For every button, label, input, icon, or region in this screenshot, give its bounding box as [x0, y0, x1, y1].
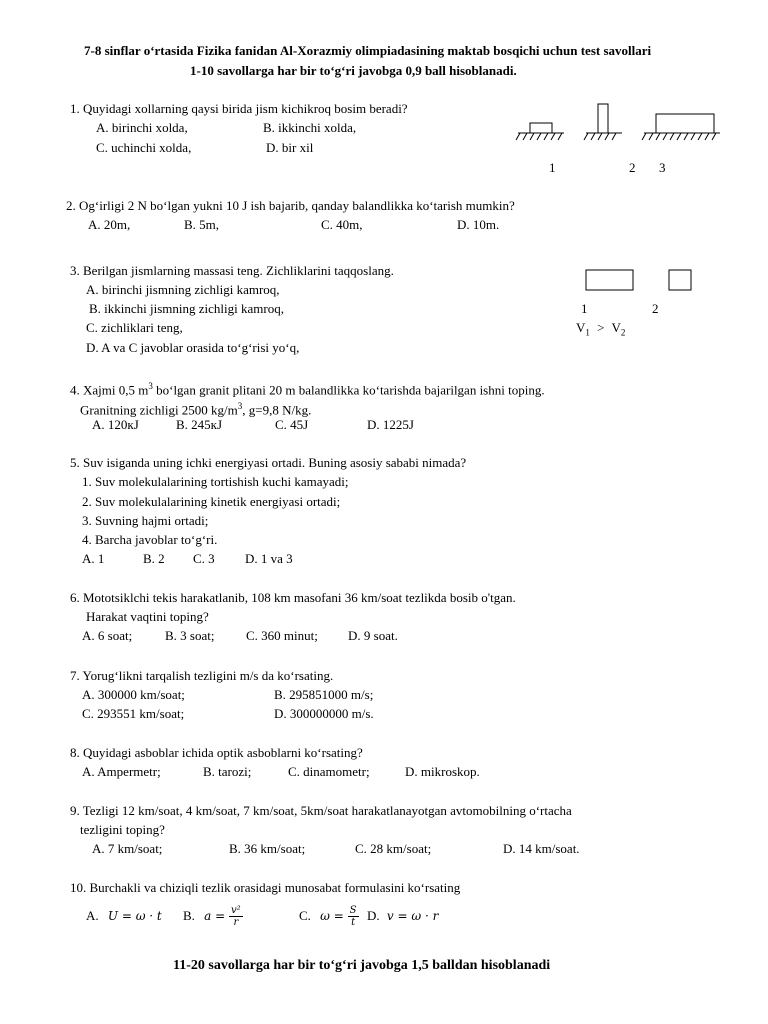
q4-option-c: C. 45J — [275, 417, 309, 432]
q3-body-1 — [586, 270, 633, 290]
q3-volume-relation: $V_1 > V_2$ — [576, 320, 626, 338]
q2-option-c: C. 40m, — [321, 217, 363, 232]
q10-option-a: A. U = ω · t — [86, 908, 162, 923]
q5-statement-1: 1. Suv molekulalarining tortishish kuchi kamayadi; — [82, 474, 349, 489]
q2-option-b: B. 5m, — [184, 217, 220, 232]
q8-option-a: A. Ampermetr; — [82, 764, 161, 779]
q1-pressure-figure — [514, 100, 734, 150]
q10-formula-c: ω = $\frac{S}{t}$ — [320, 905, 357, 928]
q10-option-b: B. a = $\frac{\text{v²}}{r}$ — [183, 905, 241, 928]
q7-option-c: C. 293551 km/soat; — [82, 706, 185, 721]
question-1-text: 1. Quyidagi xollarning qaysi birida jism kichikroq bosim beradi? — [70, 101, 408, 116]
question-5-text: 5. Suv isiganda uning ichki energiyasi ortadi. Buning asosiy sababi nimada? — [70, 455, 467, 470]
q5-option-c: C. 3 — [193, 551, 215, 566]
q5-statement-2: 2. Suv molekulalarining kinetik energiyasi ortadi; — [82, 494, 341, 509]
question-4-line-2: Granitning zichligi 2500 $kg/m^3$, g=9,8 N/kg. — [80, 401, 312, 418]
q1-figure-label-3: 3 — [659, 160, 666, 175]
q9-option-d: D. 14 km/soat. — [503, 841, 580, 856]
q3-option-d: D. A va C javoblar orasida toʻgʻrisi yoʻq, — [86, 340, 300, 355]
q1-option-c: C. uchinchi xolda, — [96, 140, 192, 155]
q3-option-b: B. ikkinchi jismning zichligi kamroq, — [89, 301, 284, 316]
q4-option-a: A. 120кJ — [92, 417, 139, 432]
q5-statement-3: 3. Suvning hajmi ortadi; — [82, 513, 209, 528]
q7-option-d: D. 300000000 m/s. — [274, 706, 374, 721]
q1-option-b: B. ikkinchi xolda, — [263, 120, 357, 135]
q1-figure-label-1: 1 — [549, 160, 556, 175]
q4-option-d: D. 1225J — [367, 417, 414, 432]
q3-figure-label-1: 1 — [581, 301, 588, 316]
q9-option-b: B. 36 km/soat; — [229, 841, 306, 856]
question-9-line-2: tezligini toping? — [80, 822, 165, 837]
q7-option-a: A. 300000 km/soat; — [82, 687, 185, 702]
page-header-subtitle: 1-10 savollarga har bir toʻgʻri javobga 0,9 ball hisoblanadi. — [190, 63, 517, 78]
q3-option-c: C. zichliklari teng, — [86, 320, 183, 335]
question-10-text: 10. Burchakli va chiziqli tezlik orasidagi munosabat formulasini koʻrsating — [70, 880, 461, 895]
q5-option-a: A. 1 — [82, 551, 105, 566]
question-9-text: 9. Tezligi 12 km/soat, 4 km/soat, 7 km/soat, 5km/soat harakatlanayotgan avtomobilning oʻrtacha — [70, 803, 572, 818]
q5-option-d: D. 1 va 3 — [245, 551, 293, 566]
q1-block-1 — [530, 123, 552, 133]
q3-body-2 — [669, 270, 691, 290]
section-heading-11-20: 11-20 savollarga har bir toʻgʻri javobga 1,5 balldan hisoblanadi — [173, 958, 551, 973]
q8-option-b: B. tarozi; — [203, 764, 252, 779]
q1-block-3 — [656, 114, 714, 133]
q1-option-a: A. birinchi xolda, — [96, 120, 188, 135]
q2-option-a: A. 20m, — [88, 217, 131, 232]
q3-figure-label-2: 2 — [652, 301, 659, 316]
q8-option-c: C. dinamometr; — [288, 764, 370, 779]
q6-option-c: C. 360 minut; — [246, 628, 318, 643]
q5-statement-4: 4. Barcha javoblar toʻgʻri. — [82, 532, 218, 547]
q1-option-d: D. bir xil — [266, 140, 314, 155]
question-6-line-2: Harakat vaqtini toping? — [86, 609, 209, 624]
q10-option-c: C. ω = $\frac{S}{t}$ — [299, 905, 357, 928]
q3-option-a: A. birinchi jismning zichligi kamroq, — [86, 282, 280, 297]
question-8-text: 8. Quyidagi asboblar ichida optik asboblarni koʻrsating? — [70, 745, 363, 760]
q10-option-d: D. v = ω · r — [367, 908, 439, 923]
q10-formula-b: a = $\frac{\text{v²}}{r}$ — [204, 905, 241, 928]
q4-option-b: B. 245кJ — [176, 417, 223, 432]
q9-option-a: A. 7 km/soat; — [92, 841, 163, 856]
q8-option-d: D. mikroskop. — [405, 764, 480, 779]
q1-figure-label-2: 2 — [629, 160, 636, 175]
q3-volume-figure — [584, 268, 724, 298]
q2-option-d: D. 10m. — [457, 217, 500, 232]
question-2-text: 2. Ogʻirligi 2 N boʻlgan yukni 10 J ish bajarib, qanday balandlikka koʻtarish mumkin? — [66, 198, 515, 213]
q6-option-d: D. 9 soat. — [348, 628, 398, 643]
question-4-text: 4. Xajmi 0,5 $m^3$ boʻlgan granit plitani 20 m balandlikka koʻtarishda bajarilgan ishni toping. — [70, 381, 545, 398]
question-3-text: 3. Berilgan jismlarning massasi teng. Zichliklarini taqqoslang. — [70, 263, 394, 278]
question-6-text: 6. Mototsiklchi tekis harakatlanib, 108 km masofani 36 km/soat tezlikda bosib o'tgan. — [70, 590, 516, 605]
q5-option-b: B. 2 — [143, 551, 165, 566]
q9-option-c: C. 28 km/soat; — [355, 841, 432, 856]
question-7-text: 7. Yorugʻlikni tarqalish tezligini m/s da koʻrsating. — [70, 668, 334, 683]
q7-option-b: B. 295851000 m/s; — [274, 687, 374, 702]
q10-formula-a: U = ω · t — [107, 909, 162, 923]
q6-option-b: B. 3 soat; — [165, 628, 215, 643]
q6-option-a: A. 6 soat; — [82, 628, 133, 643]
q1-block-2 — [598, 104, 608, 133]
page-header-title: 7-8 sinflar oʻrtasida Fizika fanidan Al-Xorazmiy olimpiadasining maktab bosqichi uchun test savollari — [84, 43, 652, 58]
q10-formula-d: v = ω · r — [386, 909, 439, 923]
